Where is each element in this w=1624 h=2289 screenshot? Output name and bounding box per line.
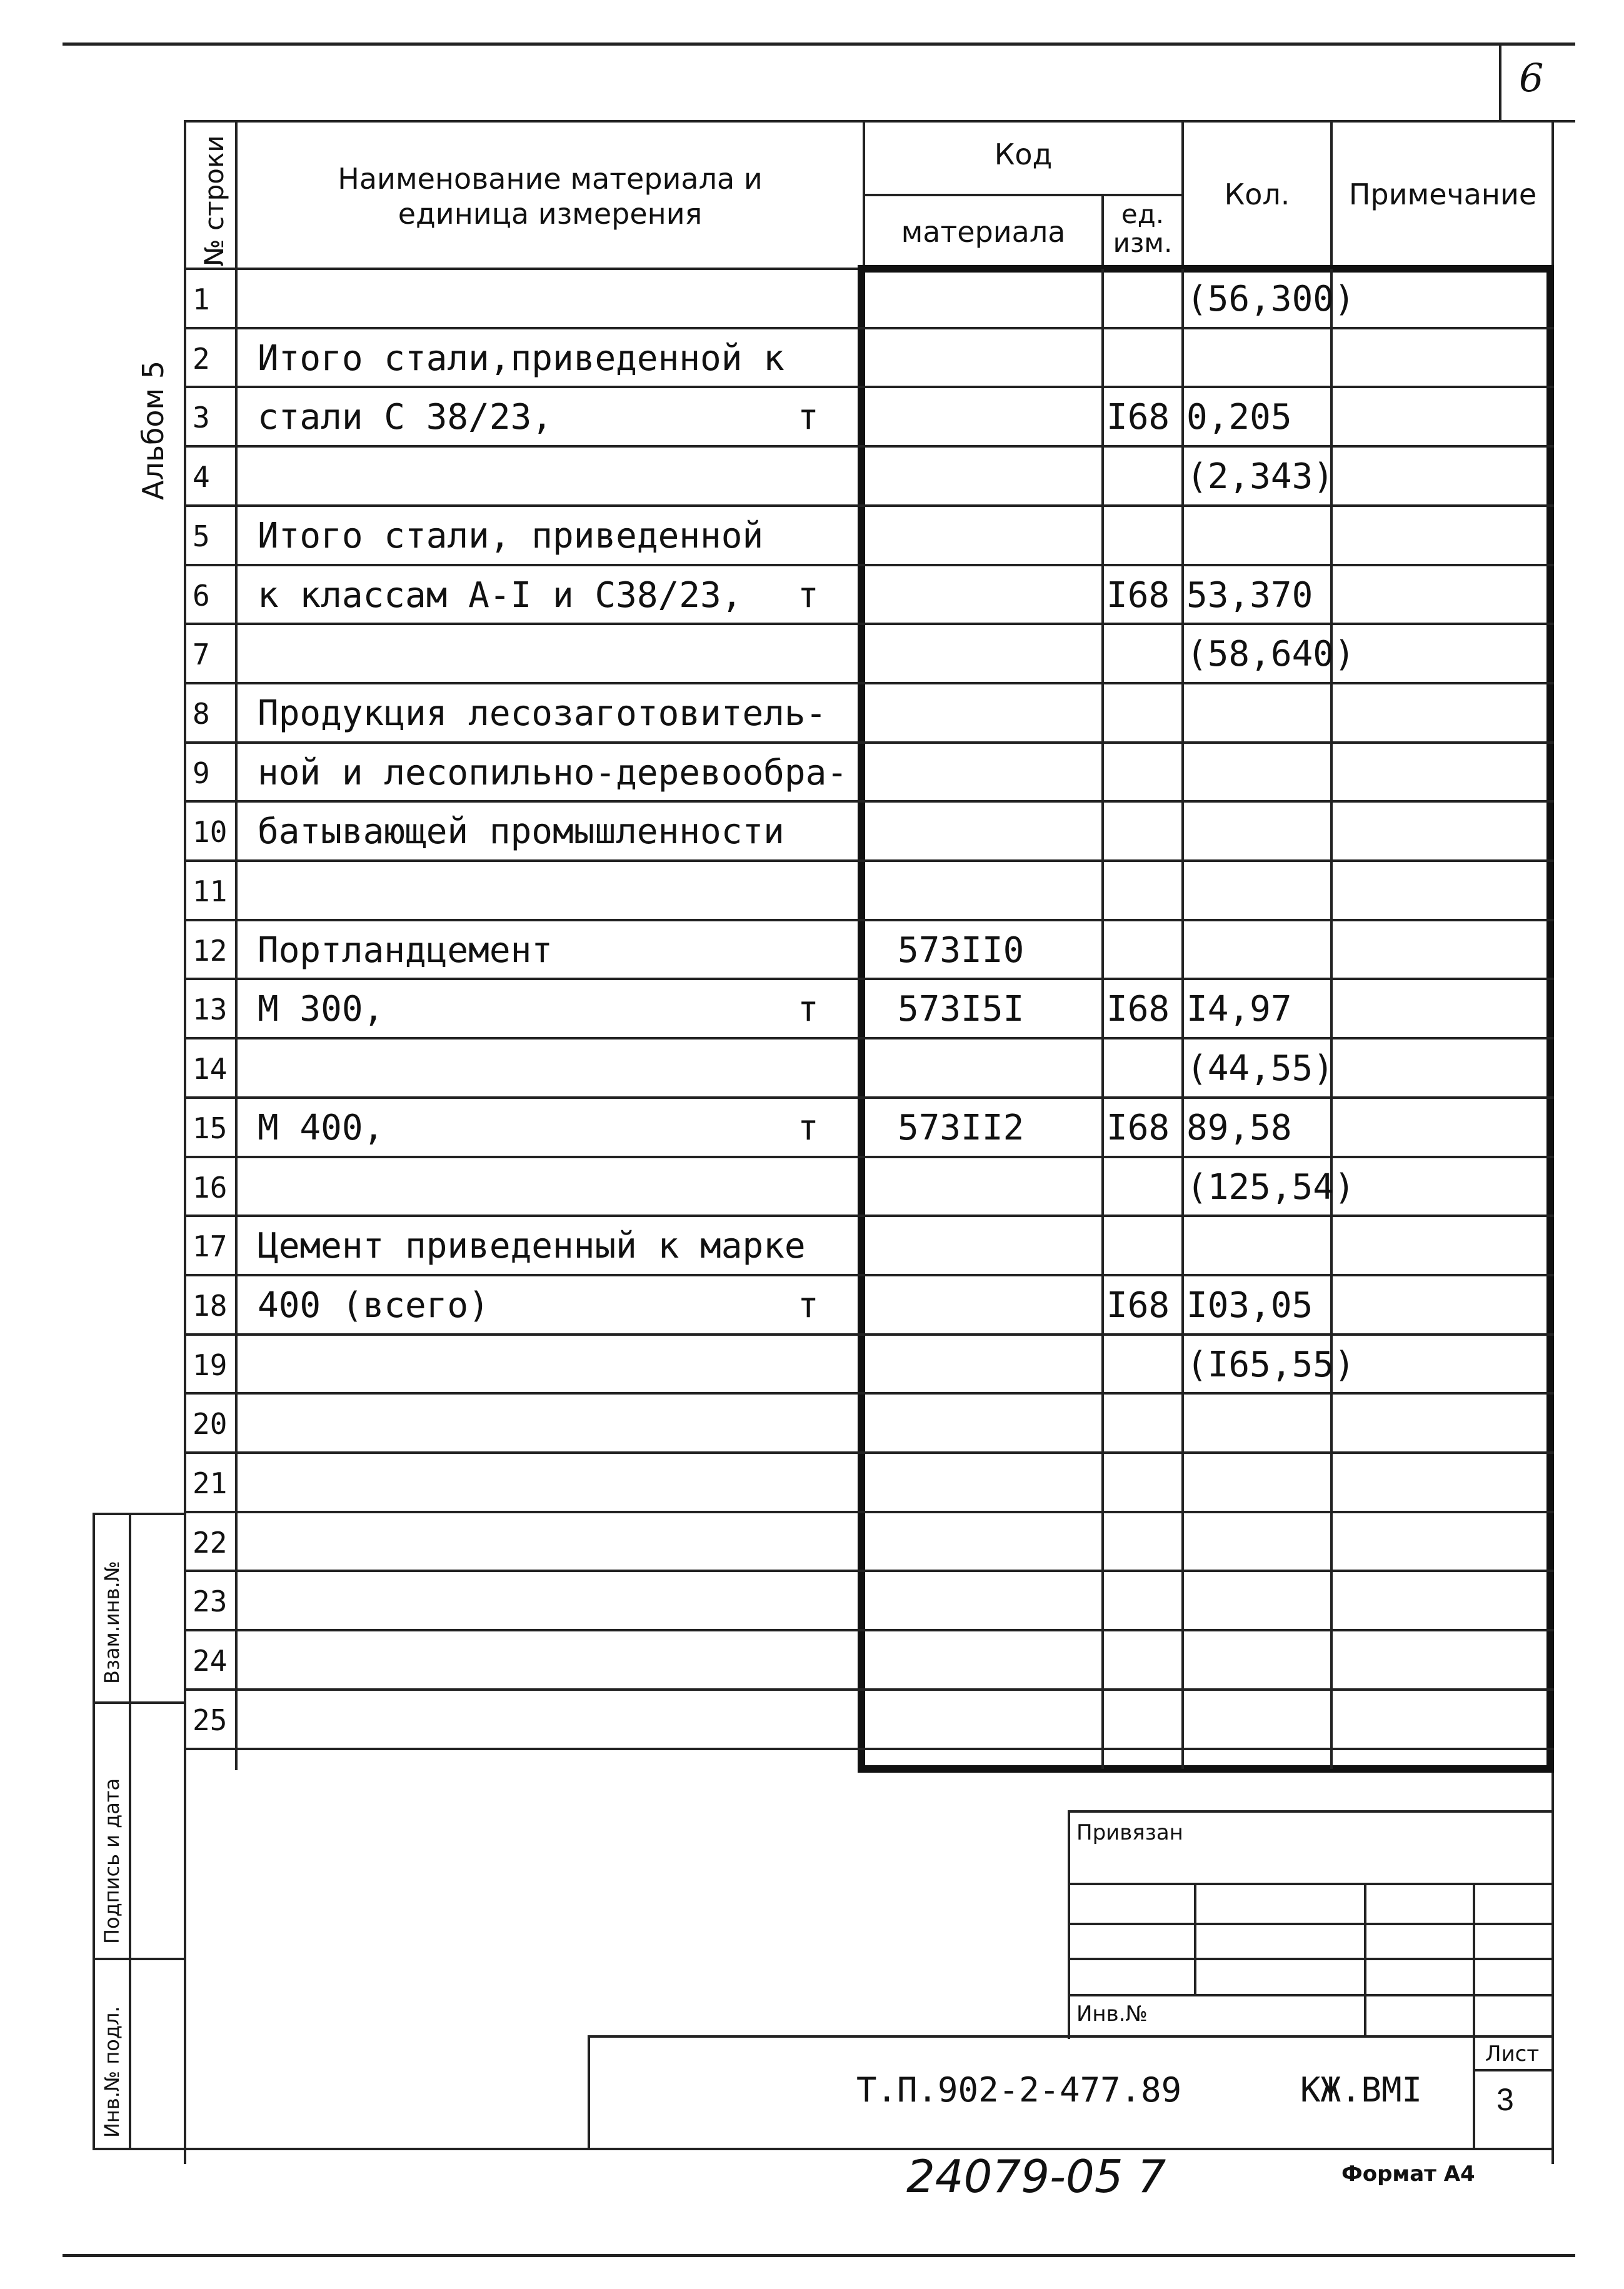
row-number: 18 [193, 1288, 228, 1323]
quantity: I03,05 [1186, 1285, 1313, 1326]
header-unit: ед. изм. [1113, 199, 1173, 258]
tb-div-2 [1364, 1883, 1366, 2038]
material-code: 573II0 [898, 929, 1025, 971]
page-number: 6 [1519, 55, 1544, 101]
unit-code: I68 [1106, 989, 1170, 1030]
page-number-divider [1499, 43, 1501, 123]
row-number: 16 [193, 1170, 228, 1205]
bottom-rule [63, 2254, 1575, 2257]
row-number: 10 [193, 815, 228, 849]
row-number: 8 [193, 696, 210, 731]
unit-mark: т [798, 989, 819, 1030]
unit-mark: т [798, 1107, 819, 1148]
row-number: 4 [193, 460, 210, 494]
album-label: Альбом 5 [136, 360, 170, 500]
tb-sheet-left [1473, 2035, 1475, 2150]
stamp-replace-inv: Взам.инв.№ [100, 1561, 124, 1684]
quantity: (2,343) [1186, 456, 1335, 498]
table-row [185, 803, 1554, 861]
material-name: М 300, [258, 989, 384, 1030]
row-divider [185, 1748, 1554, 1750]
table-row [185, 1158, 1554, 1217]
stamp-inner [129, 1513, 131, 2150]
quantity: (58,640) [1186, 634, 1355, 675]
unit-code: I68 [1106, 1107, 1170, 1148]
tb-div-3 [1473, 1883, 1475, 2038]
tb-top [1068, 1810, 1554, 1813]
material-name: ной и лесопильно-деревообра- [258, 752, 848, 793]
stamp-sign-date: Подпись и дата [100, 1778, 124, 1944]
material-name: Портландцемент [258, 929, 553, 971]
header-code: Код [994, 138, 1053, 171]
table-row [185, 329, 1554, 388]
header-name: Наименование материала и единица измерения [338, 162, 763, 231]
table-row [185, 862, 1554, 921]
frame-top [184, 120, 1554, 123]
table-row [185, 566, 1554, 625]
row-number: 9 [193, 756, 210, 790]
material-name: батывающей промышленности [258, 811, 784, 853]
table-row [185, 507, 1554, 566]
material-code: 573I5I [898, 989, 1025, 1030]
table-row [185, 388, 1554, 447]
table-row [185, 1513, 1554, 1572]
material-name: М 400, [258, 1107, 384, 1148]
table-row [185, 448, 1554, 506]
row-number: 17 [193, 1230, 228, 1264]
table-row [185, 1276, 1554, 1335]
format-label: Формат А4 [1341, 2161, 1475, 2186]
row-number: 25 [193, 1703, 228, 1737]
unit-mark: т [798, 397, 819, 438]
row-number: 11 [193, 874, 228, 908]
quantity: I4,97 [1186, 989, 1292, 1030]
quantity: 0,205 [1186, 397, 1292, 438]
row-number: 2 [193, 341, 210, 376]
material-name: Продукция лесозаготовитель- [258, 693, 827, 734]
unit-code: I68 [1106, 397, 1170, 438]
material-name: к классам А-I и С38/23, [258, 574, 743, 616]
header-row-no: № строки [199, 135, 229, 266]
tb-main-top [588, 2035, 1554, 2038]
row-number: 22 [193, 1525, 228, 1560]
row-number: 14 [193, 1052, 228, 1086]
table-row [185, 921, 1554, 980]
material-name: Цемент приведенный к марке [258, 1226, 806, 1267]
header-material: материала [901, 215, 1066, 249]
row-number: 5 [193, 519, 210, 553]
code-header-split [863, 194, 1181, 196]
tb-bound-label: Привязан [1076, 1820, 1183, 1845]
stamp-top [93, 1513, 186, 1515]
table-row [185, 1039, 1554, 1098]
unit-mark: т [798, 1285, 819, 1326]
top-rule [63, 43, 1575, 46]
table-row [185, 1572, 1554, 1631]
unit-code: I68 [1106, 1285, 1170, 1326]
quantity: 53,370 [1186, 574, 1313, 616]
tb-sheet-number: 3 [1496, 2082, 1514, 2117]
material-name: Итого стали, приведенной [258, 515, 764, 556]
tb-line-3 [1068, 1958, 1554, 1960]
row-number: 1 [193, 283, 210, 316]
header-note: Примечание [1348, 178, 1537, 211]
tb-line-2 [1068, 1923, 1554, 1925]
row-number: 24 [193, 1644, 228, 1678]
table-row [185, 1099, 1554, 1158]
row-number: 15 [193, 1111, 228, 1145]
row-number: 20 [193, 1407, 228, 1441]
table-row [185, 1395, 1554, 1453]
tb-sheet-split [1473, 2069, 1554, 2071]
quantity: (56,300) [1186, 279, 1355, 319]
table-row [185, 1217, 1554, 1276]
material-name: 400 (всего) [258, 1285, 489, 1326]
table-row [185, 1454, 1554, 1513]
material-name: Итого стали,приведенной к [258, 338, 784, 379]
stamp-left [93, 1513, 95, 2150]
thick-bottom [858, 1765, 1554, 1773]
quantity: 89,58 [1186, 1107, 1292, 1148]
tb-sheet-label: Лист [1485, 2041, 1540, 2066]
row-number: 3 [193, 401, 210, 435]
quantity: (125,54) [1186, 1166, 1355, 1208]
stamp-split-2 [93, 1958, 186, 1960]
stamp-inv-orig: Инв.№ подл. [100, 2006, 124, 2138]
col-divider-code-hdr [1101, 194, 1104, 270]
handwritten-number: 24079-05 7 [906, 2150, 1166, 2203]
unit-mark: т [798, 574, 819, 616]
frame-bottom [93, 2148, 1554, 2150]
tb-main-left [588, 2035, 590, 2150]
table-row [185, 980, 1554, 1039]
table-row [185, 1336, 1554, 1395]
row-number: 12 [193, 933, 228, 968]
table-row [185, 1691, 1554, 1750]
row-number: 6 [193, 578, 210, 613]
row-number: 21 [193, 1466, 228, 1500]
material-name: стали С 38/23, [258, 397, 553, 438]
row-number: 13 [193, 993, 228, 1027]
tb-div-1 [1194, 1883, 1196, 1996]
row-number: 7 [193, 638, 210, 672]
tb-inv-label: Инв.№ [1076, 2001, 1148, 2026]
tb-line-1 [1068, 1883, 1554, 1885]
tb-doc-mark: КЖ.ВМI [1300, 2070, 1423, 2110]
tb-line-4 [1068, 1994, 1554, 1996]
header-qty: Кол. [1224, 178, 1290, 211]
table-row [185, 625, 1554, 684]
stamp-split-1 [93, 1701, 186, 1704]
material-code: 573II2 [898, 1107, 1025, 1148]
table-row [185, 270, 1554, 329]
quantity: (I65,55) [1186, 1344, 1355, 1385]
table-row [185, 744, 1554, 803]
table-row [185, 684, 1554, 743]
tb-doc-code: Т.П.902-2-477.89 [856, 2070, 1182, 2110]
quantity: (44,55) [1186, 1048, 1335, 1089]
row-number: 23 [193, 1585, 228, 1619]
row-number: 19 [193, 1348, 228, 1382]
unit-code: I68 [1106, 574, 1170, 616]
table-row [185, 1631, 1554, 1690]
